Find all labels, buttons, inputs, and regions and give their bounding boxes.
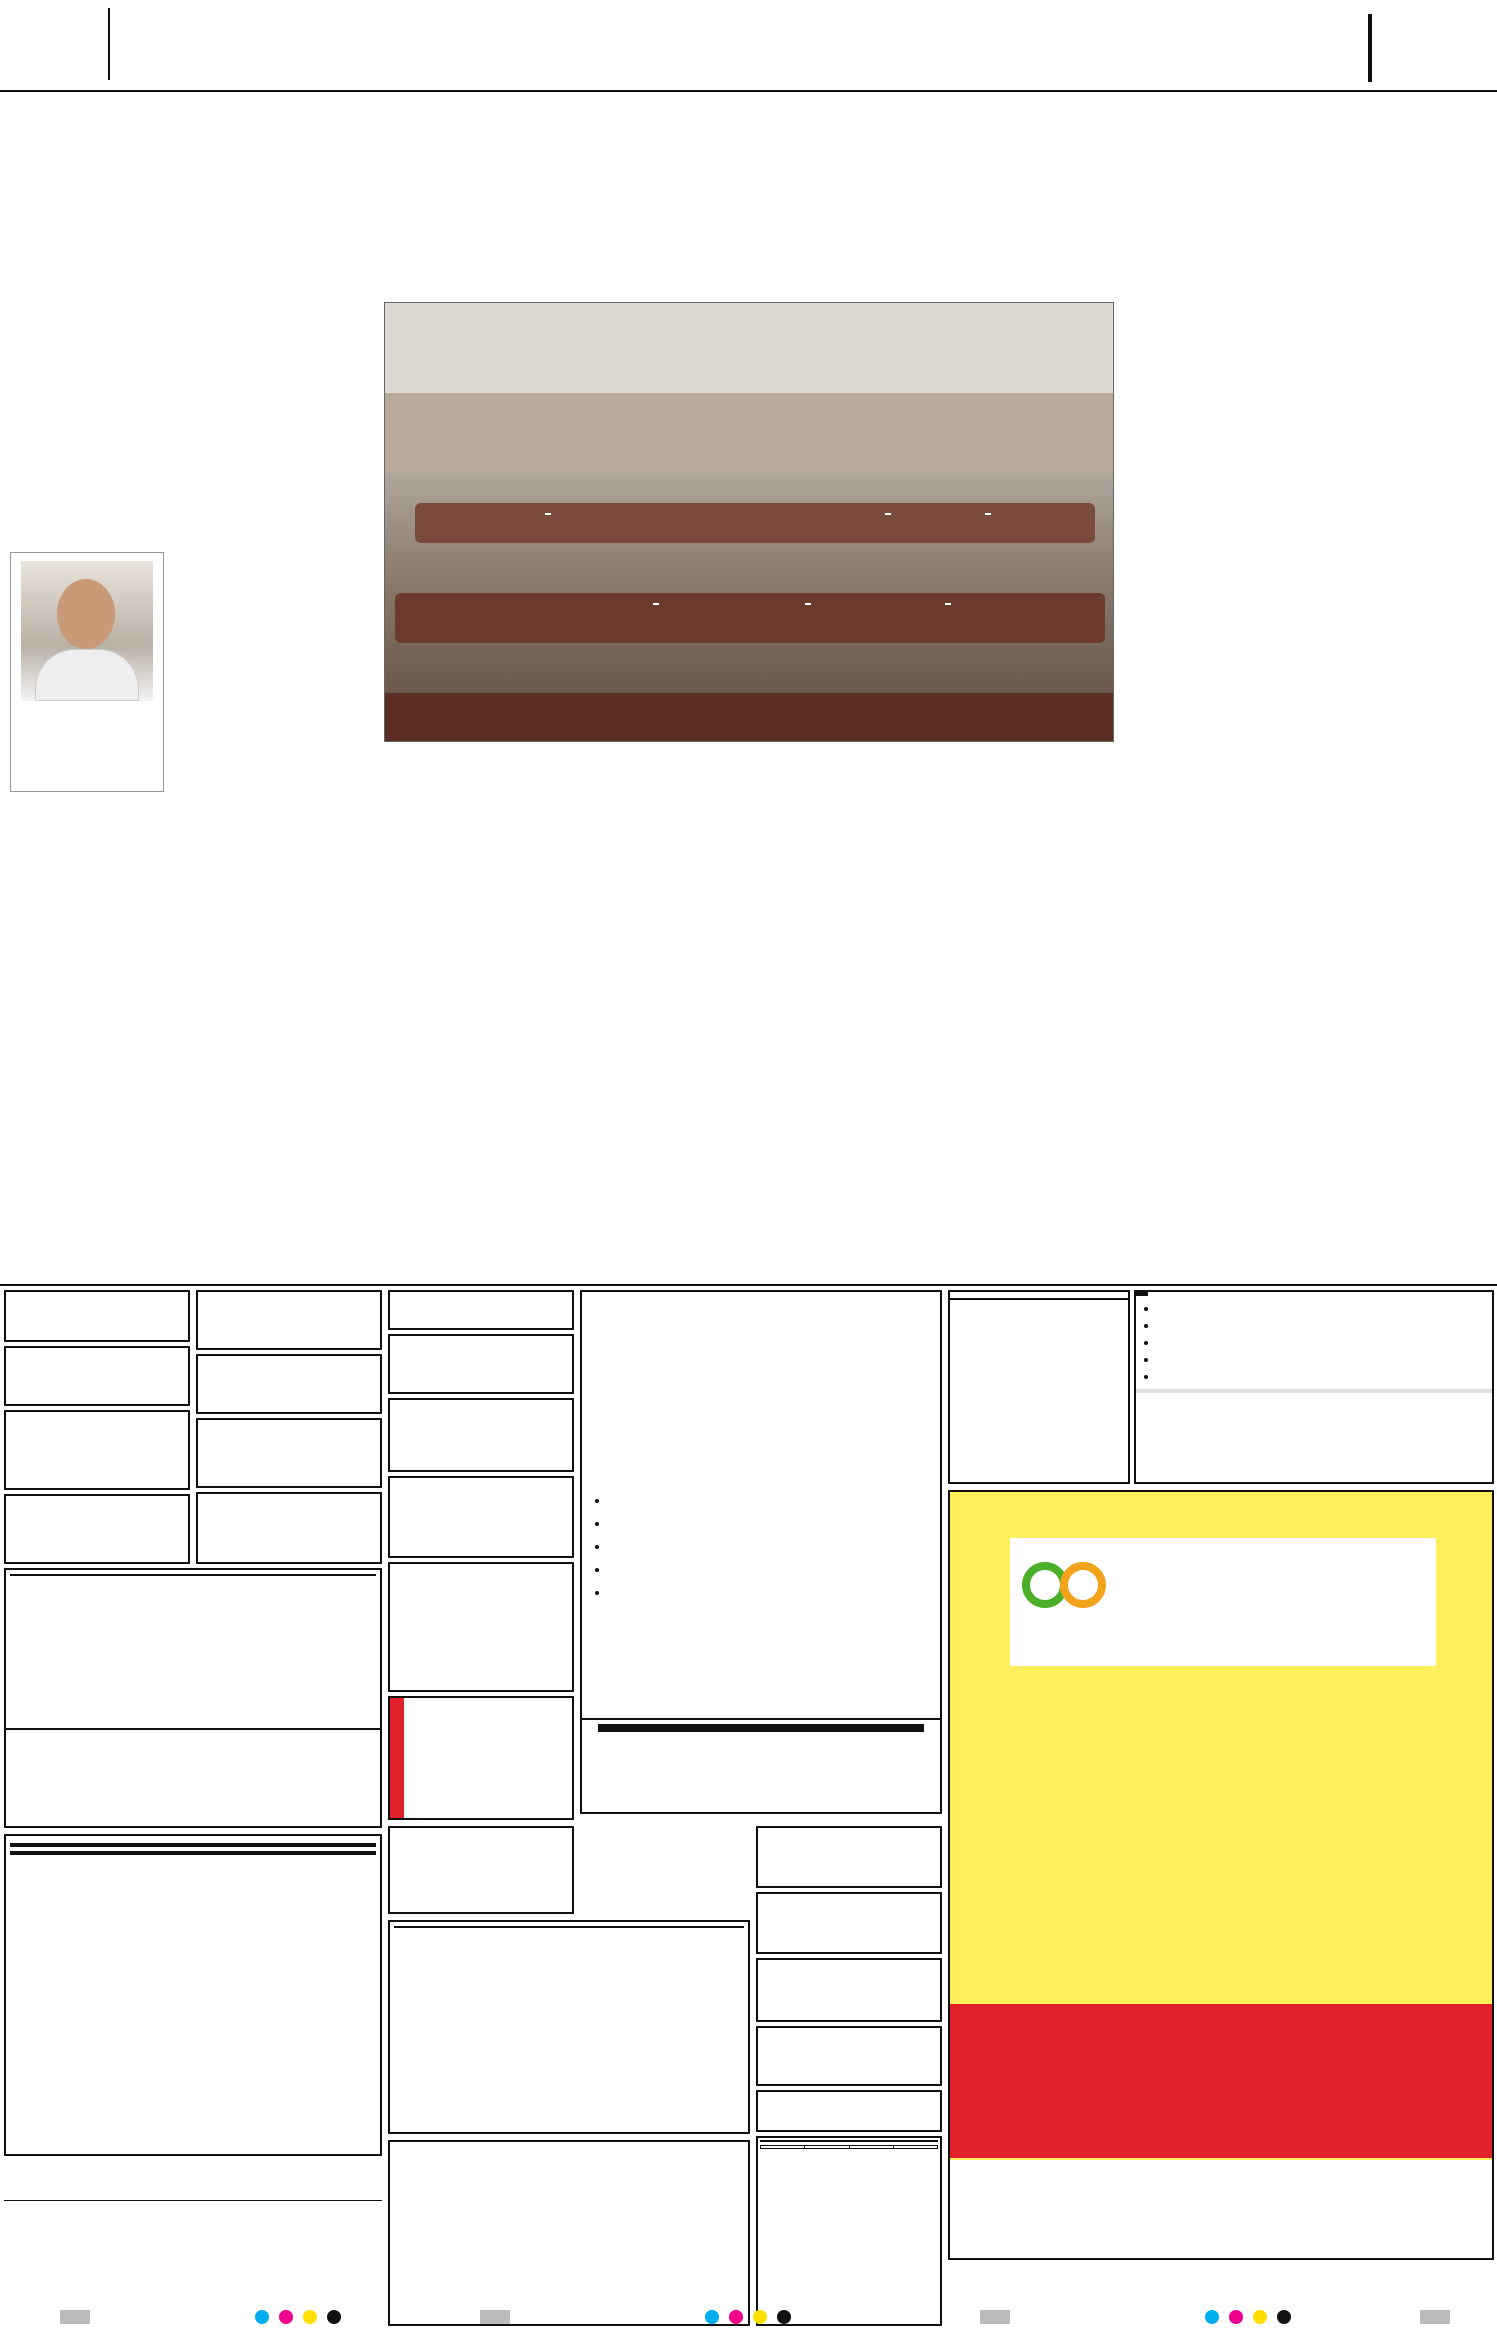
- kishaan-header: [761, 2146, 805, 2149]
- masthead-divider-2: [1368, 14, 1372, 82]
- author-face: [57, 579, 115, 649]
- masthead-divider: [108, 8, 110, 80]
- article-col-4: [564, 752, 734, 1278]
- kbp-submit: [1136, 1389, 1492, 1393]
- photo-desks-1: [415, 503, 1095, 543]
- magenta-dot: [279, 2310, 293, 2324]
- wanted-item: [610, 1584, 934, 1601]
- kbp-item: [1158, 1317, 1492, 1334]
- ad-requirement: [4, 1494, 190, 1564]
- color-dots: [250, 2310, 346, 2329]
- kishaan-header: [805, 2146, 849, 2149]
- kbp-item: [1158, 1334, 1492, 1351]
- article-col-5: [744, 752, 924, 1278]
- ad-reliance: [388, 1696, 574, 1820]
- ad-wanted: [580, 1290, 942, 1720]
- ad-see-career: [388, 1826, 574, 1914]
- wanted-list: [582, 1492, 934, 1601]
- ad-direct-job: [756, 2090, 942, 2132]
- greet-logo-box: [1010, 1538, 1436, 1666]
- cyan-dot: [705, 2310, 719, 2324]
- ad-merchant-navy: [4, 1834, 382, 2156]
- ad-graphic-designer: [196, 1290, 382, 1350]
- ad-earn: [10, 1843, 376, 1847]
- ad-telecom: [388, 1562, 574, 1692]
- ad-green-apple: [756, 1826, 942, 1888]
- article-col-8: [1312, 278, 1492, 1278]
- ad-urgently-required: [948, 1290, 1130, 1484]
- article-col-7: [1124, 278, 1304, 1278]
- black-dot: [327, 2310, 341, 2324]
- ad-heading: [394, 1926, 744, 1928]
- ad-commercial-driver: [756, 2026, 942, 2086]
- kishaan-table: [760, 2145, 938, 2149]
- color-dots: [1200, 2310, 1296, 2329]
- urgently-contact: [950, 1298, 1128, 1304]
- photo-label: [945, 603, 951, 605]
- article-col-1b: [8, 800, 178, 1278]
- wanted-item: [610, 1538, 934, 1555]
- ad-contact-small: [4, 1290, 190, 1342]
- yellow-dot: [303, 2310, 317, 2324]
- masthead-rule: [0, 90, 1497, 92]
- ad-kishaan: [756, 2136, 942, 2326]
- ad-direct-joining: [4, 1410, 190, 1490]
- cyan-dot: [1205, 2310, 1219, 2324]
- photo-label: [653, 603, 659, 605]
- ad-dps: [388, 1920, 750, 2134]
- greet-venue: [950, 2004, 1492, 2158]
- greet-ps: [950, 2160, 1492, 2258]
- ad-security-office: [388, 1476, 574, 1558]
- ad-walk: [10, 1851, 376, 1855]
- ad-wanted-apply: [580, 1720, 942, 1814]
- photo-wall: [385, 393, 1114, 473]
- ad-zenith-school: [388, 2140, 750, 2326]
- ads-rule: [0, 1284, 1497, 1286]
- greet-loop-right: [1060, 1562, 1106, 1608]
- photo-label: [885, 513, 891, 515]
- author-shirt: [35, 649, 139, 701]
- footer-note: [4, 2200, 382, 2270]
- eligibility-col-1: [10, 1849, 190, 1851]
- eligibility-col-2: [196, 1849, 376, 1851]
- grey-marks: [480, 2310, 510, 2324]
- kishaan-header-row: [761, 2146, 938, 2149]
- ad-kbp: [1134, 1290, 1494, 1484]
- ad-office-staff: [196, 1492, 382, 1564]
- ad-walk-in-dates: [4, 1730, 382, 1828]
- black-dot: [1277, 2310, 1291, 2324]
- ad-text: [950, 1292, 1128, 1296]
- apply-box: [598, 1724, 924, 1732]
- ad-walk-in-interview: [4, 1568, 382, 1730]
- author-photo: [21, 561, 153, 701]
- grey-marks: [1420, 2310, 1450, 2324]
- kbp-item: [1158, 1351, 1492, 1368]
- photo-desks-2: [395, 593, 1105, 643]
- kbp-item: [1158, 1368, 1492, 1385]
- article-col-6: [934, 752, 1114, 1278]
- author-box: [10, 552, 164, 792]
- cyan-dot: [255, 2310, 269, 2324]
- photo-label: [545, 513, 551, 515]
- kbp-item: [1158, 1300, 1492, 1317]
- ad-contact-2: [196, 1418, 382, 1488]
- ad-fastfood: [196, 1354, 382, 1414]
- wanted-item: [610, 1561, 934, 1578]
- kishaan-header: [849, 2146, 893, 2149]
- kbp-title: [1136, 1292, 1148, 1296]
- grey-marks: [980, 2310, 1010, 2324]
- print-registration-bar: [0, 2300, 1497, 2339]
- photo-desks-3: [385, 693, 1114, 742]
- kbp-list: [1136, 1300, 1492, 1385]
- grey-marks: [60, 2310, 90, 2324]
- yellow-dot: [1253, 2310, 1267, 2324]
- ad-contact-3: [756, 1892, 942, 1954]
- ad-officially-job: [4, 1346, 190, 1406]
- wanted-item: [610, 1492, 934, 1509]
- magenta-dot: [1229, 2310, 1243, 2324]
- ad-col3-1: [388, 1290, 574, 1330]
- ad-heading: [10, 1574, 376, 1576]
- reliance-body: [404, 1698, 572, 1818]
- magenta-dot: [729, 2310, 743, 2324]
- photo-label: [985, 513, 991, 515]
- article-col-1: [8, 278, 178, 550]
- ad-vigen: [388, 1398, 574, 1472]
- kbp-header: [1136, 1292, 1492, 1296]
- ad-security-job: [756, 1958, 942, 2022]
- kishaan-header: [893, 2146, 937, 2149]
- photo-label: [805, 603, 811, 605]
- classroom-photo: [384, 302, 1114, 742]
- yellow-dot: [753, 2310, 767, 2324]
- kishaan-title: [760, 2140, 938, 2142]
- article-col-3: [384, 752, 554, 1278]
- masthead: [0, 0, 1497, 92]
- headline: [10, 128, 1490, 258]
- color-dots: [700, 2310, 796, 2329]
- wanted-item: [610, 1515, 934, 1532]
- greet-infinity-icon: [1022, 1552, 1112, 1622]
- ad-col3-2: [388, 1334, 574, 1394]
- black-dot: [777, 2310, 791, 2324]
- photo-ceiling: [385, 303, 1114, 393]
- article-col-2: [186, 278, 366, 1278]
- wanted-vertical: [390, 1698, 404, 1818]
